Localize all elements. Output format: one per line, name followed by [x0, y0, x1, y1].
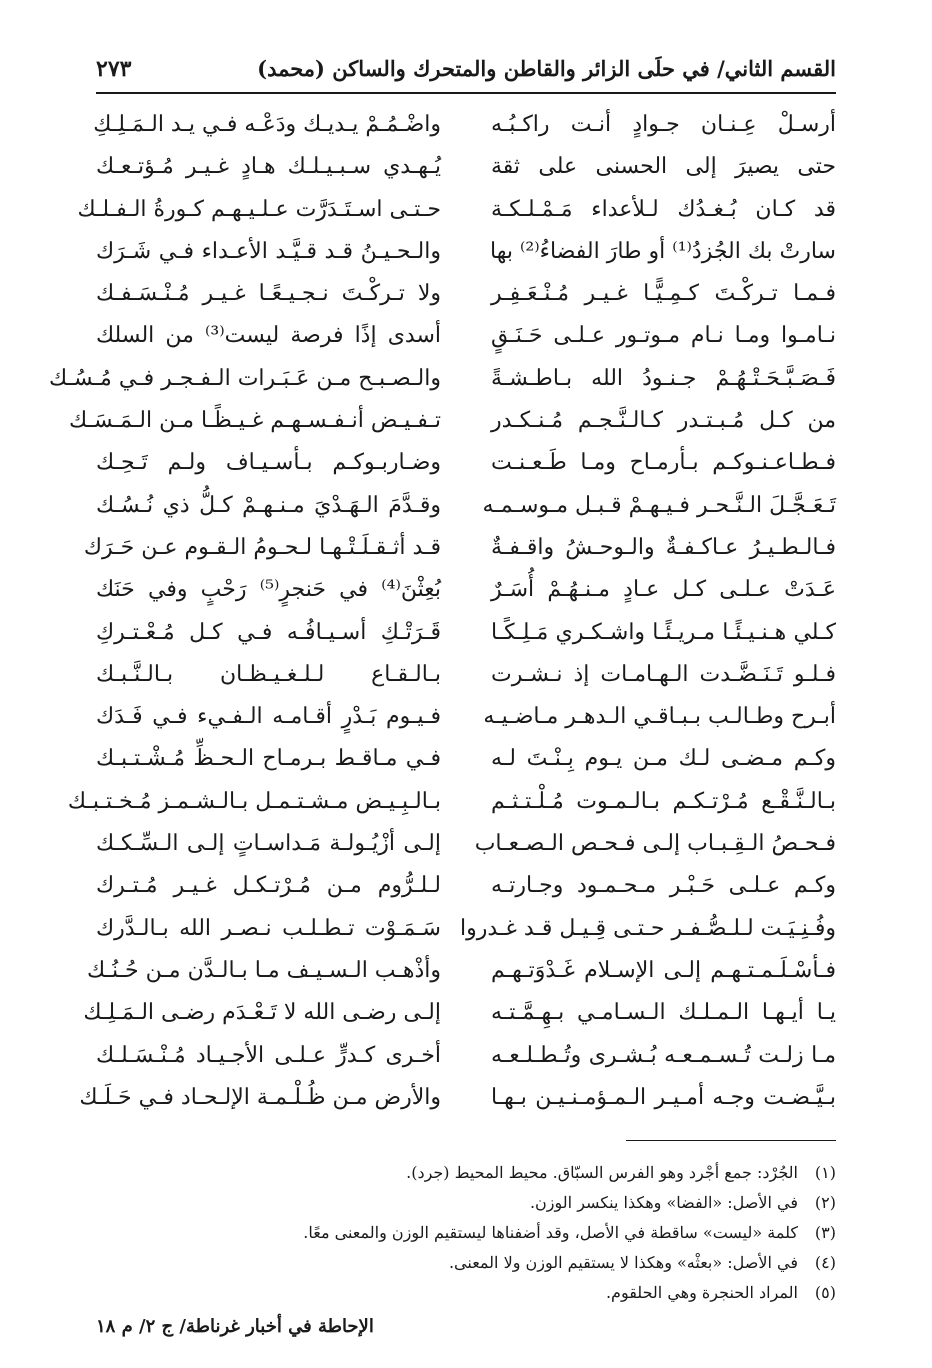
page-number: ٢٧٣	[96, 56, 132, 82]
verse-second-hemistich: بـالـقـاع لـلـغـيـظـان بـالـنَّـبـك	[96, 661, 441, 687]
poem-second-hemistichs	[48, 104, 442, 1119]
book-footer: الإحاطة في أخبار غرناطة/ ج ٢/ م ١٨	[96, 1316, 374, 1337]
verse-first-hemistich: تَـعَـجَّـلَ الـنَّـحـر فـيـهـمْ قـبـل مـوسـمـه	[482, 492, 836, 518]
footnote-item	[96, 1188, 836, 1218]
verse-second-hemistich: أخـرى كـدرٍّ عـلـى الأجـيـاد مُـنْـسَـلـك	[96, 1042, 441, 1068]
verse-second-hemistich: لـلـرُّوم مـن مُـرْتـكـل غـيـر مُـتـرك	[96, 873, 441, 899]
verse-first-hemistich: فَـصَـبَّـحَـتْـهُـمْ جـنـودُ الله بـاطـشـةً	[491, 365, 836, 391]
verse-first-hemistich: سارتْ بك الجُزدُ⁽¹⁾ أو طارَ الفضاءُ⁽²⁾ بها	[490, 238, 836, 264]
footnotes	[96, 1158, 836, 1308]
poem-first-hemistichs	[460, 104, 836, 1119]
verse-second-hemistich: فـيـوم بَـدْرٍ أقـامـه الـفـيء فـي فَـدَك	[96, 704, 441, 730]
verse-first-hemistich: وكـم عـلـى حَـبْـر مـحـمـود وجـارتـه	[491, 873, 836, 899]
footnote-item	[96, 1158, 836, 1188]
footnote-item	[96, 1218, 836, 1248]
verse-second-hemistich: وضـاربـوكـم بـأسـيـاف ولـم تَـحِـك	[96, 450, 441, 476]
verse-second-hemistich: أسدى إذًا فرصة ليست⁽³⁾ من السلك	[96, 323, 442, 349]
footnote-text: كلمة «ليست» ساقطة في الأصل، وقد أضفناها ليستقيم الوزن والمعنى معًا.	[303, 1223, 798, 1242]
verse-first-hemistich: يـا أيـهـا الـمـلـك الـسـامـي بـهِـمَّـتـه	[491, 1000, 836, 1026]
verse-second-hemistich: وأذْهـب الـسـيـف مـا بـالـدَّن مـن حُـنُـك	[86, 957, 441, 983]
verse-first-hemistich: فـحـصُ الـقِـبـاب إلـى فـحـص الـصـعـاب	[474, 831, 836, 857]
verse-second-hemistich: يُـهـدي سـبـيـلـك هـادٍ غـيـر مُـؤتـعـك	[96, 154, 441, 180]
verse-second-hemistich: حـتـى اسـتَـدَرَّت عـلـيـهـم كـورةُ الـفـلـك	[77, 196, 441, 222]
verse-second-hemistich: فـي مـاقـط بـرمـاح الـحـظِّ مُـشْـتـبـك	[96, 746, 441, 772]
verse-first-hemistich: فـلـو تَـنَـضَّـدت الـهـامـات إذ نـشـرت	[491, 661, 836, 687]
verse-second-hemistich: والـحـيـنُ قـد قـيَّـد الأعـداء فـي شَـرَك	[96, 238, 441, 264]
verse-second-hemistich: إلـى رضـى الله لا تَـعْـدَم رضـى الـمَـلِـك	[83, 1000, 441, 1026]
verse-second-hemistich: والأرض مـن ظُـلْـمـة الإلـحـاد فـي حَـلَـك	[79, 1084, 441, 1110]
verse-first-hemistich: عَـدَتْ عـلـى كـل عـادٍ مـنـهُـمْ أُسَـرٌ	[491, 577, 836, 603]
footnote-number: (٤)	[814, 1253, 836, 1272]
verse-first-hemistich: بـيَّـضـت وجـه أمـيـر الـمـؤمـنـيـن بـهـا	[491, 1084, 836, 1110]
verse-first-hemistich: فـالـطـيـرُ عـاكـفـةٌ والـوحـشُ واقـفـةٌ	[491, 534, 836, 560]
footnote-number: (٥)	[814, 1283, 836, 1302]
running-header	[96, 52, 836, 94]
footnote-text: في الأصل: «الفضا» وهكذا ينكسر الوزن.	[529, 1193, 798, 1212]
verse-first-hemistich: فـمـا تـركْـتَ كـمِـيًّـا غـيـر مُـنْـعَـفِـر	[491, 281, 836, 307]
verse-first-hemistich: بـالـنَّـقْـع مُـرْتـكـم بـالـمـوت مُـلْـتـثـم	[491, 788, 836, 814]
footnote-number: (١)	[814, 1163, 836, 1182]
verse-second-hemistich: تـفـيـض أنـفـسـهـم غـيـظًـا مـن الـمَـسَـك	[69, 408, 441, 434]
footnote-text: في الأصل: «بعثْه» وهكذا لا يستقيم الوزن ولا المعنى.	[448, 1253, 798, 1272]
footnote-text: المراد الحنجرة وهي الحلقوم.	[605, 1283, 798, 1302]
verse-second-hemistich: ولا تـركْـتَ نـجـيـعًـا غـيـر مُـنْـسَـفـك	[96, 281, 441, 307]
verse-first-hemistich: أبـرح وطـالـب بـبـاقـي الـدهـر مـاضـيـه	[483, 704, 836, 730]
footnote-number: (٣)	[814, 1223, 836, 1242]
verse-first-hemistich: نـامـوا ومـا نـام مـوتـور عـلـى حَـنَـقٍ	[491, 323, 836, 349]
verse-first-hemistich: مـا زلـت تُـسـمـعـه بُـشـرى وتُـطـلـعـه	[491, 1042, 836, 1068]
verse-second-hemistich: سَـمَـوْت تـطـلـب نـصـر الله بـالـدَّرك	[96, 915, 441, 941]
footnote-number: (٢)	[814, 1193, 836, 1212]
footnote-text: الجُرْد: جمع أجْرد وهو الفرس السبّاق. محيط المحيط (جرد).	[406, 1163, 798, 1182]
verse-first-hemistich: من كـل مُـبـتـدر كـالـنَّـجـم مُـنـكـدر	[491, 408, 836, 434]
verse-second-hemistich: إلـى أزْيُـولـة مَـداسـاتٍ إلـى الـسِّـكـك	[96, 831, 441, 857]
verse-second-hemistich: والـصـبـح مـن عَـبَـرات الـفـجـر فـي مُـسُـك	[48, 365, 441, 391]
verse-first-hemistich: وفُـنِـيَـت لـلـصُّـفـر حـتـى قِـيـل قـد غـدروا	[460, 915, 836, 941]
verse-second-hemistich: وقـدَّمَ الـهَـدْيَ مـنـهـمْ كـلُّ ذي نُـسُـك	[96, 492, 441, 518]
verse-first-hemistich: فـأسْـلَـمـتـهـم إلـى الإسـلام غَـدْوَتـهـم	[491, 957, 836, 983]
footnote-item	[96, 1248, 836, 1278]
verse-first-hemistich: أرسـلْ عِـنـان جـوادٍ أنـت راكـبُـه	[491, 112, 836, 137]
verse-first-hemistich: فـطـاعـنـوكـم بـأرمـاح ومـا طَـعـنـت	[491, 450, 836, 476]
verse-first-hemistich: وكـم مـضـى لـك مـن يـوم بِـنْـتَ لـه	[491, 746, 836, 772]
verse-second-hemistich: واضْـمُـمْ يـديـك ودَعْـه فـي يـد الـمَـلِـكِ	[93, 112, 441, 137]
verse-first-hemistich: حتى يصيرَ إلى الحسنى على ثقة	[491, 154, 836, 180]
verse-first-hemistich: قد كـان بُـغـدُك لـلأعداء مَـمْـلـكـة	[491, 196, 836, 222]
verse-first-hemistich: كـلي هـنـيـئًـا مـريـئًـا واشـكـري مَـلِـكًـا	[491, 619, 836, 645]
footnote-item	[96, 1278, 836, 1308]
verse-second-hemistich: قـد أثـقـلَـتْـهـا لـحـومُ الـقـوم عـن حَـرَك	[83, 534, 441, 560]
verse-second-hemistich: بـالـبِـيـض مـشـتـمـل بـالـشـمـز مُـخـتـبـك	[67, 788, 441, 814]
verse-second-hemistich: بُعِثْنَ⁽⁴⁾ في حَنجرٍ⁽⁵⁾ رَحْبٍ وفي حَنَك	[96, 577, 441, 603]
verse-second-hemistich: قَـرَتْـكِ أسـيـافُـه فـي كـل مُـعْـتـركِ	[96, 619, 441, 645]
footnote-separator	[626, 1140, 836, 1141]
section-title: القسم الثاني/ في حلَى الزائر والقاطن والمتحرك والساكن (محمد)	[257, 56, 836, 81]
